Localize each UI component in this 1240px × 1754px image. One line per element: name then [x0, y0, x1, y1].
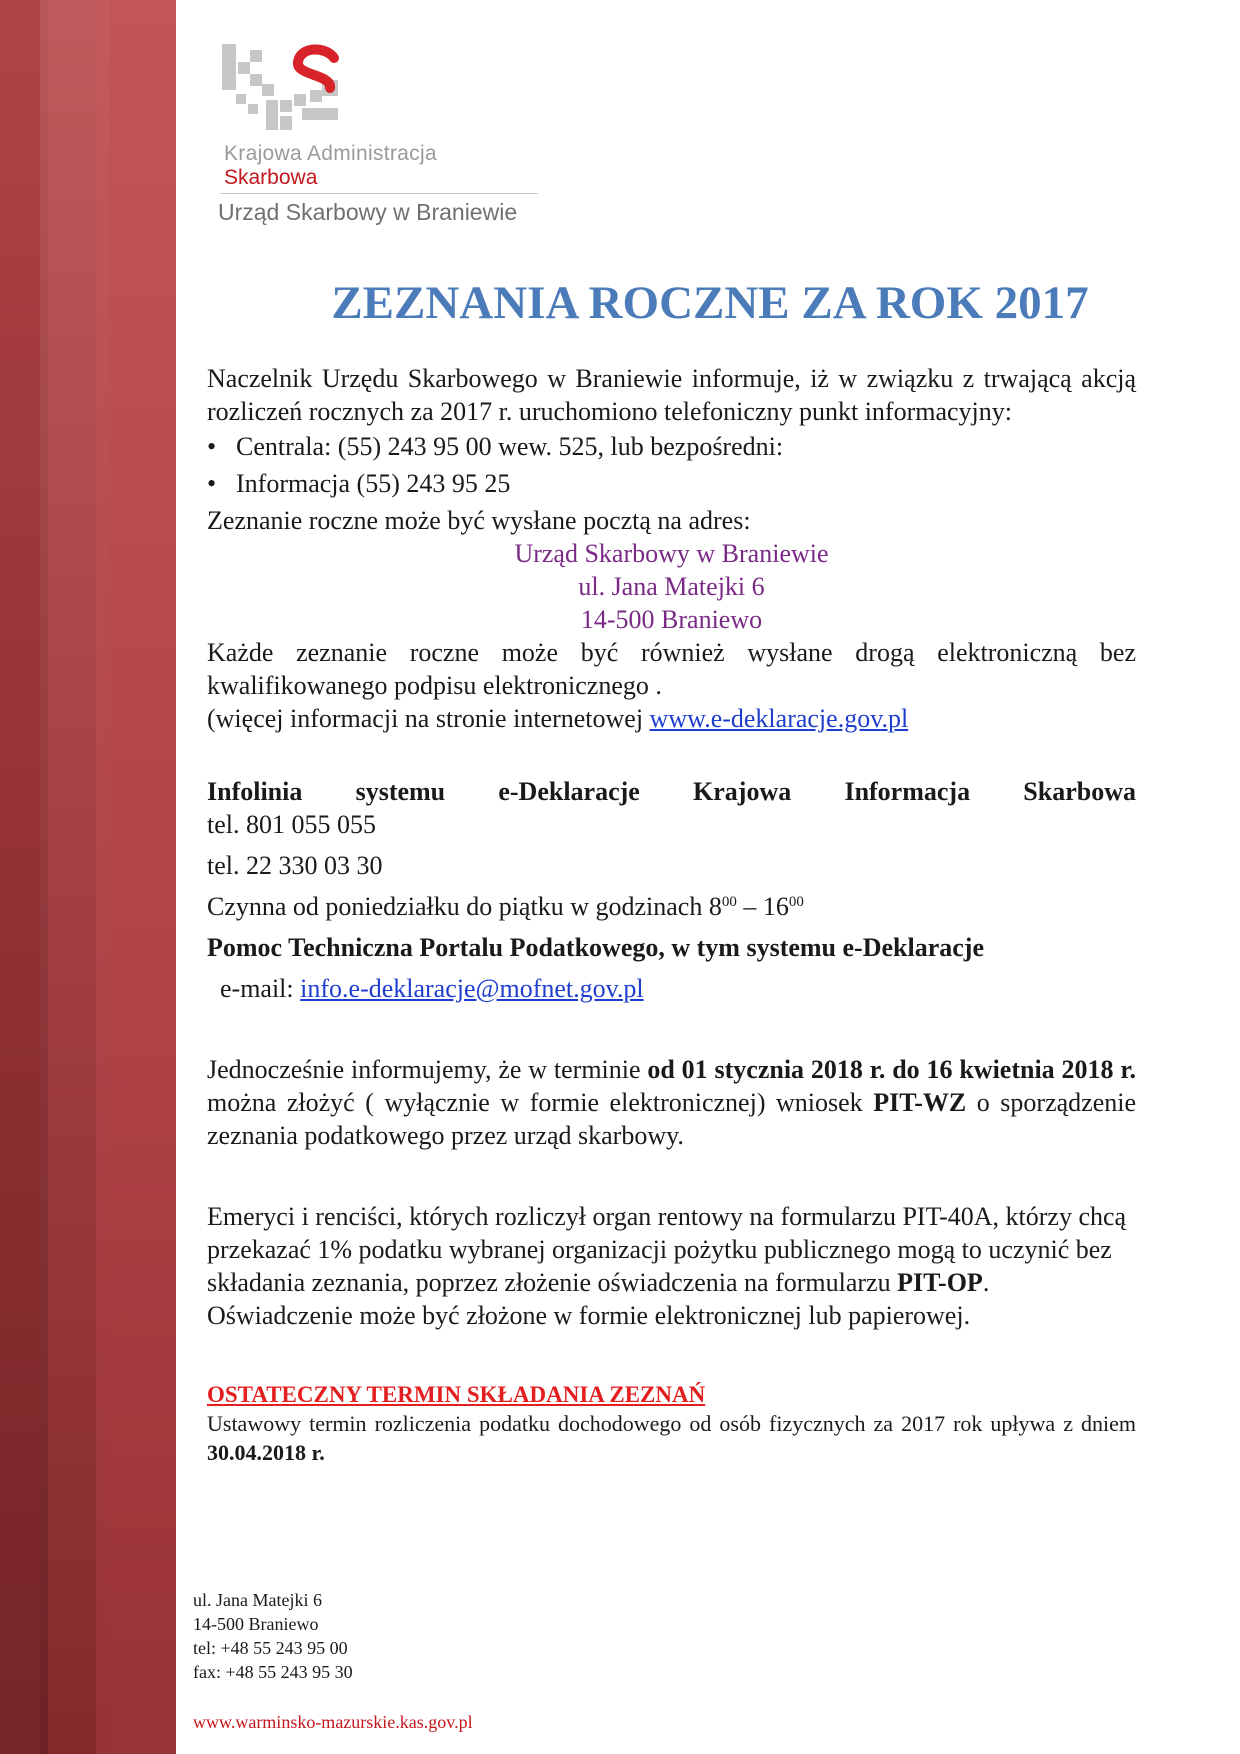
- text-run: można złożyć ( wyłącznie w formie elektronicznej) wniosek: [207, 1088, 874, 1117]
- phone-central: Centrala: (55) 243 95 00 wew. 525, lub bezpośredni:: [236, 432, 784, 461]
- footer-fax: fax: +48 55 243 95 30: [193, 1662, 353, 1682]
- support-heading: Pomoc Techniczna Portalu Podatkowego, w tym systemu e-Deklaracje: [207, 933, 984, 962]
- bullet-icon: •: [207, 469, 217, 498]
- deadline-date: 30.04.2018 r.: [207, 1440, 325, 1465]
- footer-website: www.warminsko-mazurskie.kas.gov.pl: [193, 1712, 473, 1732]
- phone-info: Informacja (55) 243 95 25: [236, 469, 511, 498]
- office-name: Urząd Skarbowy w Braniewie: [218, 199, 518, 225]
- mail-intro: Zeznanie roczne może być wysłane pocztą na adres:: [207, 506, 751, 535]
- hours-mid: – 16: [736, 892, 789, 921]
- list-item: [207, 467, 1136, 500]
- text-run: o sporządzenie zeznania podatkowego przez urząd skarbowy.: [207, 1088, 1137, 1150]
- more-info-prefix: (więcej informacji na stronie internetowej: [207, 704, 650, 733]
- footer-street: ul. Jana Matejki 6: [193, 1590, 322, 1610]
- infolinia-heading: Infolinia systemu e-Deklaracje Krajowa Informacja Skarbowa: [207, 777, 1136, 806]
- mail-address: [207, 537, 1136, 636]
- electronic-paragraph: Każde zeznanie roczne może być również wysłane drogą elektroniczną bez kwalifikowanego podpisu elektronicznego .: [207, 638, 1136, 700]
- form-name: PIT-OP: [897, 1268, 983, 1297]
- hours-from-minutes: 00: [721, 894, 737, 910]
- pitop-paragraph: [207, 1200, 1136, 1332]
- text-run: Jednocześnie informujemy, że w terminie: [207, 1055, 648, 1084]
- address-line: Urząd Skarbowy w Braniewie: [514, 539, 829, 568]
- form-name: PIT-WZ: [873, 1088, 967, 1117]
- logo-divider: [220, 193, 538, 194]
- text-run: Ustawowy termin rozliczenia podatku dochodowego od osób fizycznych za 2017 rok upływa z dniem: [207, 1411, 1136, 1436]
- e-deklaracje-link[interactable]: www.e-deklaracje.gov.pl: [649, 704, 909, 733]
- hours-to-minutes: 00: [788, 894, 804, 910]
- deadline-text: [207, 1409, 1136, 1467]
- bullet-icon: •: [207, 432, 217, 461]
- text-run: Emeryci i renciści, których rozliczył organ rentowy na formularzu PIT-40A, którzy chcą przekazać 1% podatku wybranej organizacji pożytku publicznego mogą to uczynić bez składania zeznania, poprzez złożenie oświadczenia na formularzu: [207, 1202, 1127, 1297]
- address-line: 14-500 Braniewo: [580, 605, 763, 634]
- infolinia-tel2: tel. 22 330 03 30: [207, 851, 383, 880]
- support-email-link[interactable]: info.e-deklaracje@mofnet.gov.pl: [300, 974, 644, 1003]
- address-line: ul. Jana Matejki 6: [578, 572, 765, 601]
- list-item: [207, 430, 1136, 463]
- infolinia-tel1: tel. 801 055 055: [207, 810, 376, 839]
- brand-name-line1: Krajowa Administracja: [224, 142, 437, 165]
- kas-logo-icon: [222, 44, 342, 130]
- infolinia-hours: [207, 890, 1136, 923]
- date-range: od 01 stycznia 2018 r. do 16 kwietnia 2018 r.: [647, 1055, 1137, 1084]
- document-body: [207, 362, 1136, 1467]
- intro-paragraph: Naczelnik Urzędu Skarbowego w Braniewie informuje, iż w związku z trwającą akcją rozliczeń rocznych za 2017 r. uruchomiono telefoniczny punkt informacyjny:: [207, 364, 1136, 426]
- support-email: [207, 972, 1136, 1005]
- more-info: [207, 702, 1136, 735]
- pitwz-paragraph: [207, 1053, 1136, 1152]
- decorative-sidebar: [0, 0, 176, 1754]
- footer-tel: tel: +48 55 243 95 00: [193, 1638, 348, 1658]
- footer-contact: [193, 1588, 353, 1684]
- email-label: e-mail:: [220, 974, 301, 1003]
- deadline-heading: OSTATECZNY TERMIN SKŁADANIA ZEZNAŃ: [207, 1382, 706, 1407]
- text-run: . Oświadczenie może być złożone w formie elektronicznej lub papierowej.: [207, 1268, 990, 1330]
- footer-city: 14-500 Braniewo: [193, 1614, 319, 1634]
- hours-prefix: Czynna od poniedziałku do piątku w godzinach 8: [207, 892, 722, 921]
- brand-name-line2: Skarbowa: [224, 166, 318, 189]
- page-title: ZEZNANIA ROCZNE ZA ROK 2017: [331, 277, 1089, 329]
